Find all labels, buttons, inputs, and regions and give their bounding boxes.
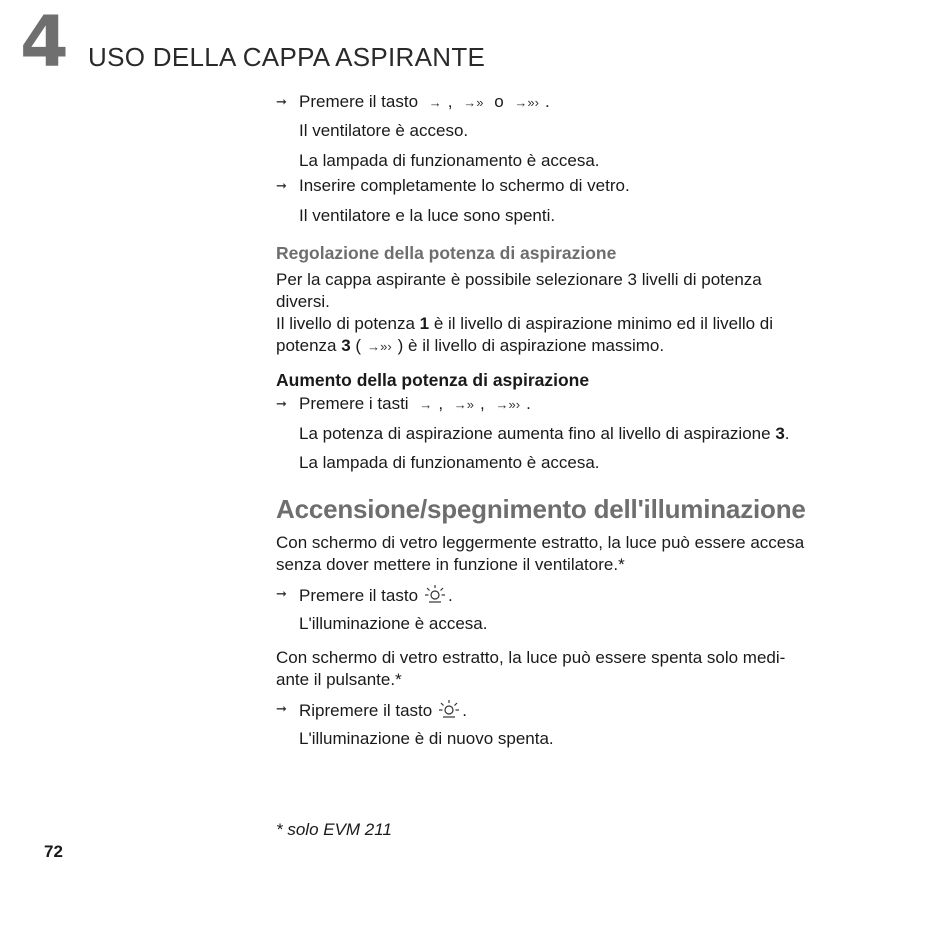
separator: , [438,394,444,413]
text: La potenza di aspirazione aumenta fino al livello di aspirazione [299,424,776,443]
fan-level-2-icon: →» [463,95,484,110]
paragraph-line: Per la cappa aspirante è possibile selezionare 3 livelli di potenza [276,270,762,289]
separator: , [447,92,453,111]
fan-level-1-icon: → [428,95,442,110]
paragraph-line: diversi. [276,292,330,311]
result-text [299,424,790,444]
section-heading-light: Accensione/spegnimento dell'illuminazione [276,494,806,524]
step-press-keys [299,394,531,415]
paragraph-line [276,336,664,357]
paragraph-line [276,314,773,334]
fan-level-3-icon: →»› [514,95,539,110]
step-text: Ripremere il tasto [299,701,433,720]
paragraph-line: Con schermo di vetro estratto, la luce può essere spenta solo medi- [276,648,786,667]
sub-heading-increase: Aumento della potenza di aspirazione [276,370,590,390]
step-text: Inserire completamente lo schermo di vetro. [299,176,630,195]
text: potenza [276,336,342,355]
level-number: 3 [341,336,351,355]
arrow-right-icon: ➞ [276,586,287,601]
text: ( [350,336,362,355]
separator: . [526,394,531,413]
light-icon [438,699,460,724]
chapter-number: 4 [20,1,69,83]
result-text: La lampada di funzionamento è accesa. [299,453,600,472]
paragraph-line: senza dover mettere in funzione il ventilatore.* [276,555,625,574]
text: è il livello di aspirazione minimo ed il livello di [429,314,774,333]
arrow-right-icon: ➞ [276,396,287,411]
separator: . [448,586,453,605]
arrow-right-icon: ➞ [276,701,287,716]
level-number: 1 [419,314,430,333]
step-press-light [299,584,453,609]
light-icon [424,584,446,609]
arrow-right-icon: ➞ [276,94,287,109]
separator: , [480,394,485,413]
text: . [784,424,790,443]
result-text: L'illuminazione è di nuovo spenta. [299,729,554,748]
text: Il livello di potenza [276,314,420,333]
result-text: Il ventilatore è acceso. [299,121,469,140]
chapter-title: USO DELLA CAPPA ASPIRANTE [88,42,486,72]
footnote: * solo EVM 211 [276,820,392,839]
separator: . [544,92,550,111]
separator: o [494,92,504,111]
fan-level-3-icon: →»› [495,397,521,412]
level-number: 3 [775,424,785,443]
result-text: La lampada di funzionamento è accesa. [299,151,600,170]
separator: . [462,701,467,720]
result-text: Il ventilatore e la luce sono spenti. [299,206,556,225]
step-text: Premere il tasto [299,92,419,111]
fan-level-1-icon: → [419,397,433,412]
paragraph-line: ante il pulsante.* [276,670,402,689]
paragraph-line: Con schermo di vetro leggermente estratto, la luce può essere accesa [276,533,805,552]
result-text: L'illuminazione è accesa. [299,614,488,633]
step-text: Premere il tasto [299,586,419,605]
text: ) è il livello di aspirazione massimo. [397,336,665,355]
step-press-button [299,92,550,113]
fan-level-2-icon: →» [453,397,475,412]
step-repress-light [299,699,467,724]
section-heading-power: Regolazione della potenza di aspirazione [276,243,617,263]
arrow-right-icon: ➞ [276,178,287,193]
step-text: Premere i tasti [299,394,409,413]
fan-level-3-icon: →»› [367,339,392,354]
page-number: 72 [44,842,63,861]
